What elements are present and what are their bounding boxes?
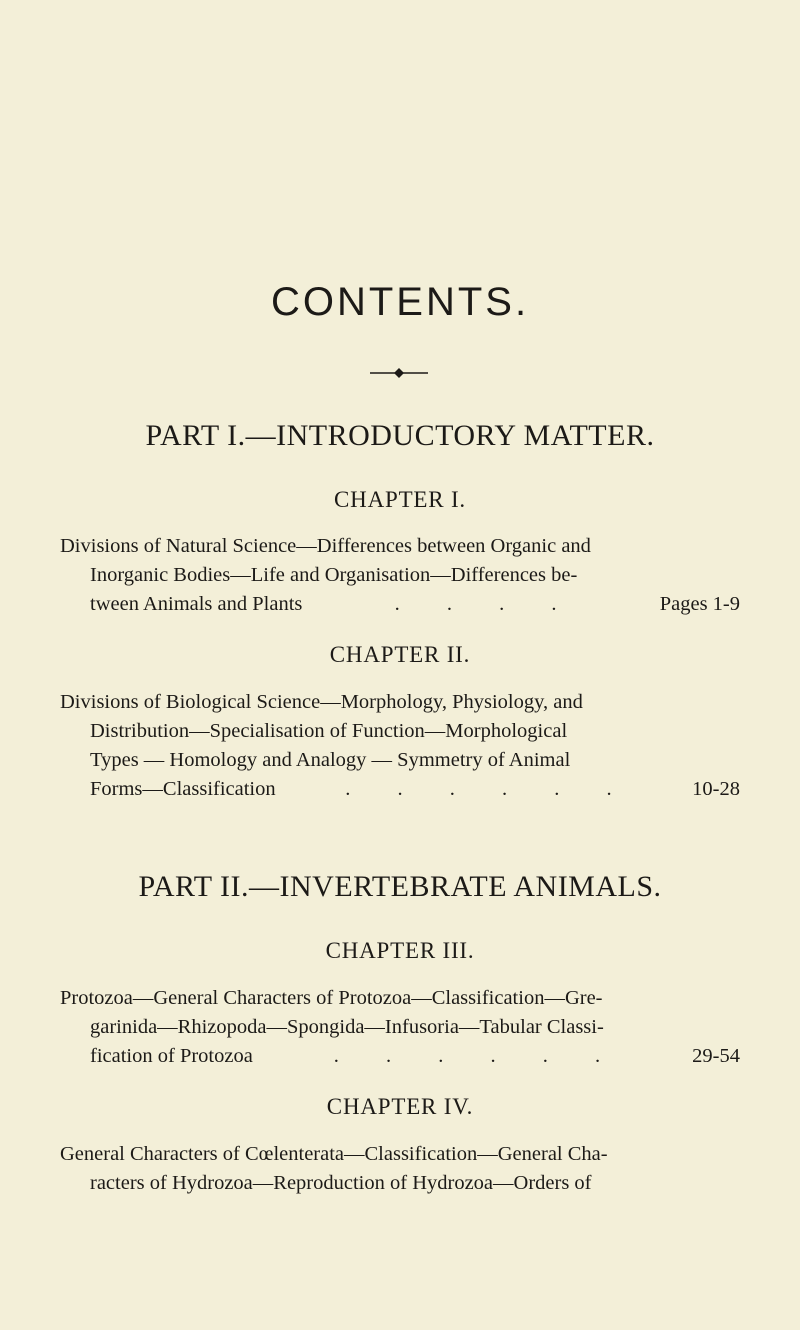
chapter-heading-1: CHAPTER I. <box>334 487 466 512</box>
entry-line: Protozoa—General Characters of Protozoa—Classification—Gre- <box>60 987 603 1009</box>
entry-line-last <box>60 775 740 804</box>
page-title: CONTENTS. <box>270 280 530 324</box>
dot-leader: . . . . . . <box>345 778 633 800</box>
page-range: 10-28 <box>692 778 740 800</box>
entry-line: garinida—Rhizopoda—Spongida—Infusoria—Tabular Classi- <box>90 1016 604 1038</box>
chapter-1-entry <box>60 532 740 619</box>
dot-leader: . . . . <box>394 593 578 615</box>
chapter-heading-3: CHAPTER III. <box>325 938 475 963</box>
entry-line: Types — Homology and Analogy — Symmetry of Animal <box>90 749 571 771</box>
entry-line: Divisions of Natural Science—Differences between Organic and <box>60 535 591 557</box>
rule-diamond-ornament-icon <box>370 367 428 379</box>
entry-line: General Characters of Cœlenterata—Classification—General Cha- <box>60 1143 608 1165</box>
page-range: Pages 1-9 <box>659 593 740 615</box>
page-range: 29-54 <box>692 1045 740 1067</box>
chapter-heading-2: CHAPTER II. <box>329 642 471 667</box>
entry-line: Inorganic Bodies—Life and Organisation—Differences be- <box>90 564 578 586</box>
entry-line-last <box>60 1042 740 1071</box>
entry-text: tween Animals and Plants <box>90 593 303 615</box>
part-heading-1: PART I.—INTRODUCTORY MATTER. <box>145 419 655 452</box>
entry-line: racters of Hydrozoa—Reproduction of Hydrozoa—Orders of <box>90 1172 592 1194</box>
chapter-heading-4: CHAPTER IV. <box>326 1094 474 1119</box>
dot-leader: . . . . . . <box>333 1045 622 1067</box>
entry-line: Distribution—Specialisation of Function—Morphological <box>90 720 568 742</box>
entry-line: Divisions of Biological Science—Morphology, Physiology, and <box>60 691 583 713</box>
part-heading-2: PART II.—INVERTEBRATE ANIMALS. <box>138 870 662 903</box>
entry-line-last <box>60 590 740 619</box>
entry-text: fication of Protozoa <box>90 1045 253 1067</box>
entry-text: Forms—Classification <box>90 778 276 800</box>
chapter-2-entry <box>60 688 740 804</box>
chapter-3-entry <box>60 984 740 1071</box>
chapter-4-entry <box>60 1140 740 1198</box>
